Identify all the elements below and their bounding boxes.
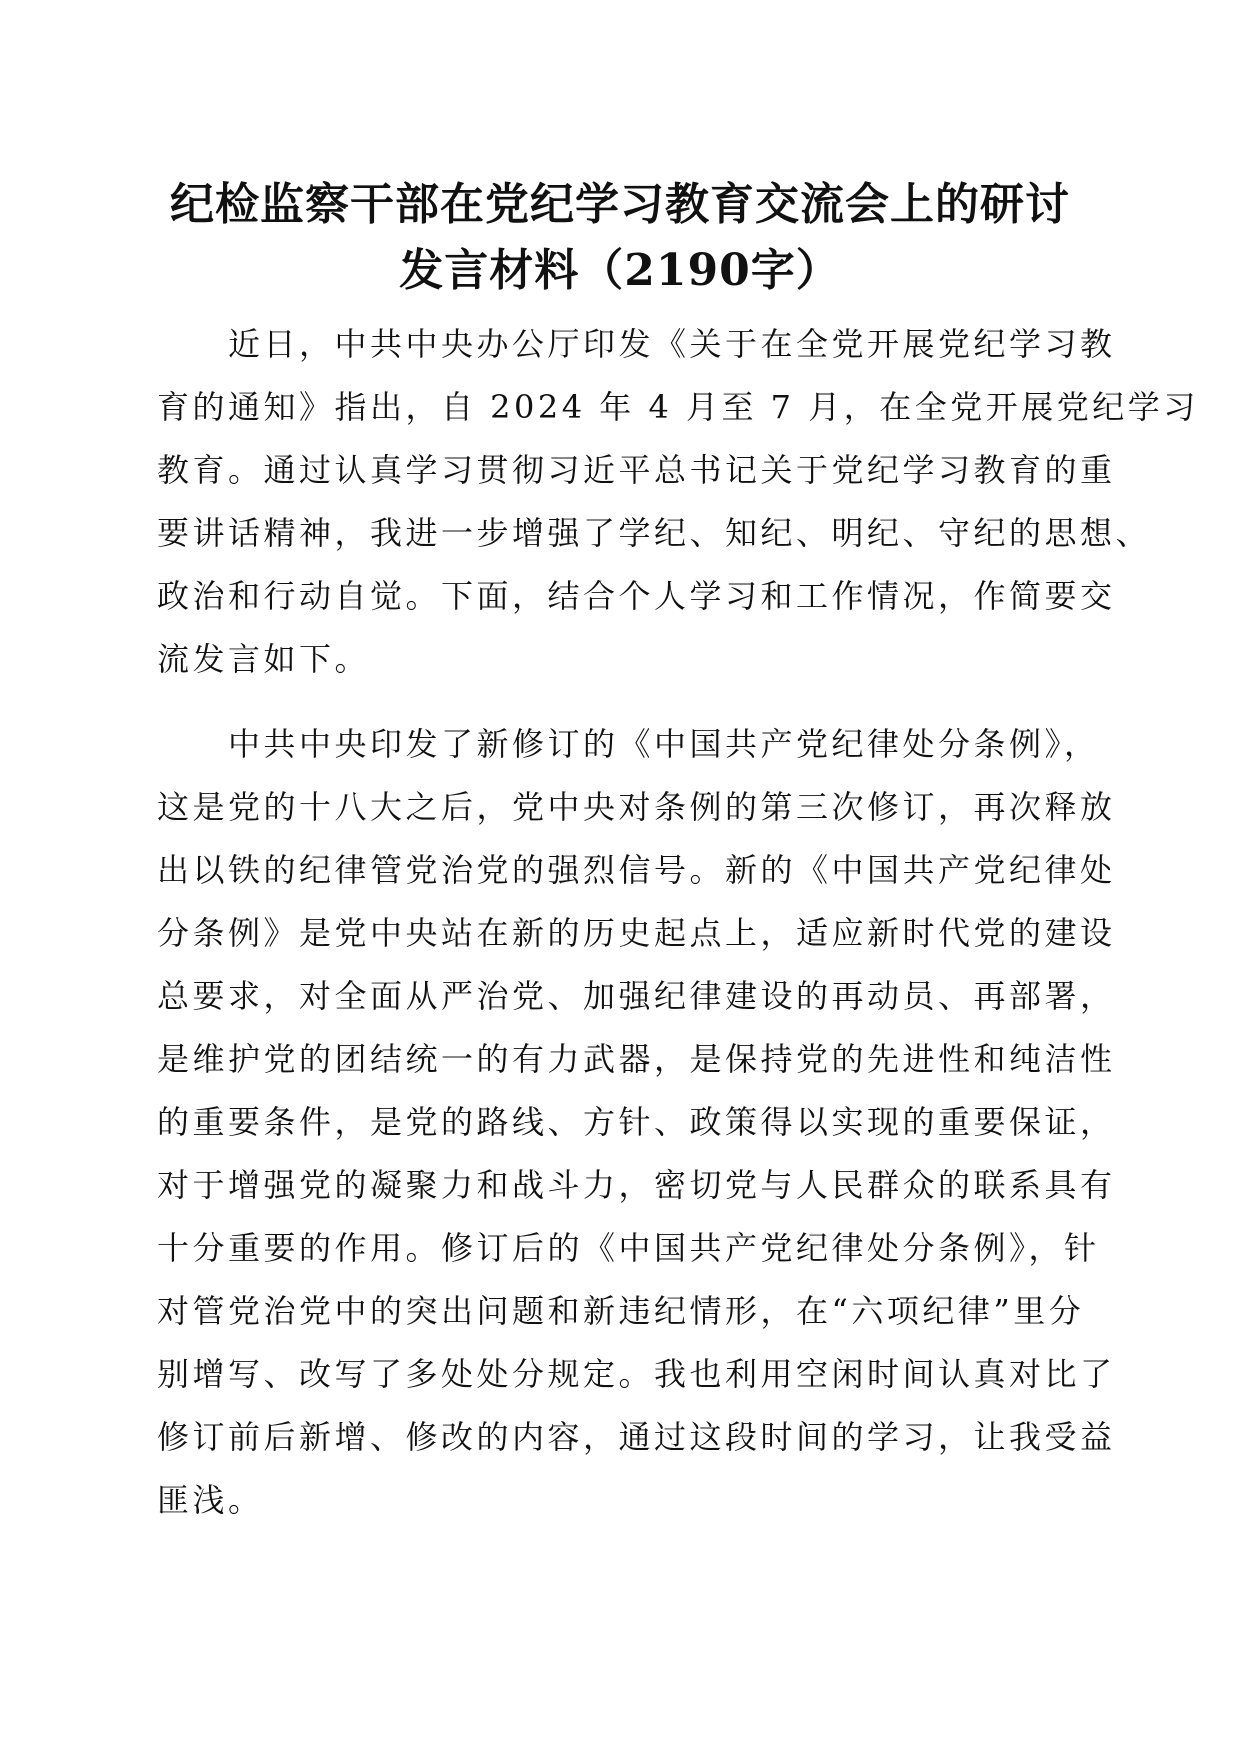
paragraph-1	[157, 313, 1199, 691]
text-line: 总要求，对全面从严治党、加强纪律建设的再动员、再部署，	[157, 977, 1116, 1015]
text-line: 的重要条件，是党的路线、方针、政策得以实现的重要保证，	[157, 1103, 1116, 1141]
text-line: 出以铁的纪律管党治党的强烈信号。新的《中国共产党纪律处	[157, 851, 1116, 889]
paragraph-2	[157, 713, 1116, 1532]
text-line: 要讲话精神，我进一步增强了学纪、知纪、明纪、守纪的思想、	[157, 514, 1152, 552]
text-line: 政治和行动自觉。下面，结合个人学习和工作情况，作简要交	[157, 577, 1116, 615]
text-line: 教育。通过认真学习贯彻习近平总书记关于党纪学习教育的重	[157, 451, 1116, 489]
text-line: 分条例》是党中央站在新的历史起点上，适应新时代党的建设	[157, 914, 1116, 952]
title-line-1: 纪检监察干部在党纪学习教育交流会上的研讨	[170, 179, 1070, 230]
text-line: 匪浅。	[157, 1481, 264, 1519]
text-line: 十分重要的作用。修订后的《中国共产党纪律处分条例》，针	[157, 1229, 1100, 1267]
document-body	[157, 313, 1199, 1532]
text-line: 修订前后新增、修改的内容，通过这段时间的学习，让我受益	[157, 1418, 1116, 1456]
text-line: 这是党的十八大之后，党中央对条例的第三次修订，再次释放	[157, 788, 1116, 826]
text-line: 中共中央印发了新修订的《中国共产党纪律处分条例》，	[228, 725, 1100, 763]
text-line: 别增写、改写了多处处分规定。我也利用空闲时间认真对比了	[157, 1355, 1116, 1393]
text-line: 育的通知》指出，自 2024 年 4 月至 7 月，在全党开展党纪学习	[157, 388, 1199, 426]
text-line: 流发言如下。	[157, 640, 371, 678]
text-line: 近日，中共中央办公厅印发《关于在全党开展党纪学习教	[228, 325, 1116, 363]
text-line: 对于增强党的凝聚力和战斗力，密切党与人民群众的联系具有	[157, 1166, 1116, 1204]
document-title	[140, 172, 1100, 304]
title-line-2: 发言材料（2190字）	[399, 245, 841, 296]
text-line: 是维护党的团结统一的有力武器，是保持党的先进性和纯洁性	[157, 1040, 1116, 1078]
text-line: 对管党治党中的突出问题和新违纪情形，在“六项纪律”里分	[157, 1292, 1085, 1330]
